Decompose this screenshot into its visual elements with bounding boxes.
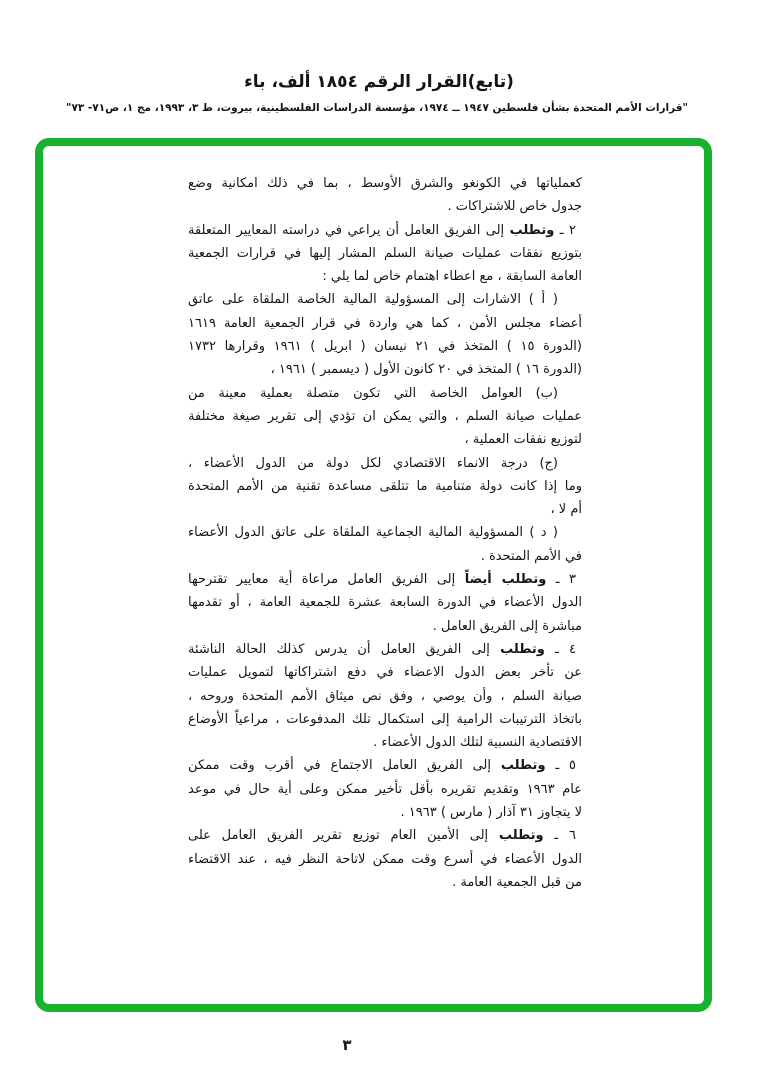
paragraph <box>188 638 582 754</box>
text-segment: عمليات صيانة السلم ، والتي يمكن ان تؤدي إلى تقرير صيغة مختلفة <box>188 408 582 424</box>
text-line <box>188 312 582 335</box>
paragraph <box>188 521 582 568</box>
bold-text-segment: وتطلب <box>498 828 544 844</box>
text-line <box>188 288 582 311</box>
highlight-frame <box>35 138 712 1012</box>
text-line <box>188 265 582 288</box>
text-segment: باتخاذ الترتيبات الرامية إلى استكمال تلك المدفوعات ، مراعياً الأوضاع <box>188 711 582 727</box>
text-segment: (ج) درجة الانماء الاقتصادي لكل دولة من الدول الأعضاء ، <box>188 455 558 471</box>
text-segment: الدول الأعضاء في الدورة السابعة عشرة للجمعية العامة ، أو تقدمها <box>188 595 582 611</box>
text-segment: صيانة السلم ، وأن يوصي ، وفق نص ميثاق الأمم المتحدة وروحه ، <box>188 688 582 704</box>
page-number: ٣ <box>342 1036 352 1054</box>
text-line <box>188 824 582 847</box>
text-segment: بتوزيع نفقات عمليات صيانة السلم المشار إليها في قرارات الجمعية <box>188 245 582 261</box>
text-line <box>188 848 582 871</box>
text-segment: لا يتجاوز ٣١ آذار ( مارس ) ١٩٦٣ . <box>400 805 582 821</box>
text-line <box>188 219 582 242</box>
bold-text-segment: وتطلب أيضاً <box>464 572 547 588</box>
text-segment: ٥ ـ <box>545 758 576 774</box>
text-segment: ٣ ـ <box>546 572 576 588</box>
text-segment: كعملياتها في الكونغو والشرق الأوسط ، بما في ذلك امكانية وضع <box>188 176 582 191</box>
text-line <box>188 638 582 661</box>
text-line <box>188 801 582 824</box>
text-line <box>188 568 582 591</box>
text-segment: إلى الفريق العامل الاجتماع في أقرب وقت ممكن <box>188 758 501 774</box>
text-segment: وما إذا كانت دولة متنامية ما تتلقى مساعدة تقنية من الأمم المتحدة <box>188 478 582 494</box>
text-line <box>188 452 582 475</box>
text-segment: مباشرة إلى الفريق العامل . <box>432 618 582 634</box>
text-segment: إلى الفريق العامل أن يدرس كذلك الحالة الناشئة <box>188 641 501 657</box>
text-segment: أم لا ، <box>550 502 582 518</box>
text-segment: إلى الفريق العامل مراعاة أية معايير تقترحها <box>188 572 465 588</box>
text-segment: الدول الأعضاء في أسرع وقت ممكن لاتاحة النظر فيه ، عند الاقتضاء <box>188 851 582 867</box>
text-line <box>188 615 582 638</box>
text-line <box>188 358 582 381</box>
text-segment: عام ١٩٦٣ وتقديم تقريره بأقل تأخير ممكن وعلى أية حال في موعد <box>188 781 583 797</box>
text-segment: (ب) العوامل الخاصة التي تكون متصلة بعملية معينة من <box>188 385 558 401</box>
text-segment: عن تأخر بعض الدول الاعضاء في دفع اشتراكاتها لتمويل عمليات <box>188 665 582 681</box>
text-line <box>188 545 582 568</box>
text-segment: إلى الأمين العام توزيع تقرير الفريق العامل على <box>188 828 499 844</box>
text-line <box>188 685 582 708</box>
paragraph <box>188 824 582 894</box>
text-segment: في الأمم المتحدة . <box>480 548 582 564</box>
text-line <box>188 731 582 754</box>
text-segment: أعضاء مجلس الأمن ، كما هي واردة في قرار الجمعية العامة ١٦١٩ <box>188 315 582 331</box>
paragraph <box>188 288 582 381</box>
text-line <box>188 871 582 894</box>
page-title: (تابع)القرار الرقم ١٨٥٤ ألف، باء <box>244 72 514 92</box>
text-line <box>188 428 582 451</box>
text-segment: ٦ ـ <box>543 828 576 844</box>
text-line <box>188 591 582 614</box>
text-line <box>188 475 582 498</box>
bold-text-segment: وتطلب <box>500 641 545 657</box>
text-segment: ٢ ـ <box>554 222 576 238</box>
text-line <box>188 661 582 684</box>
paragraph <box>188 172 582 219</box>
paragraph <box>188 382 582 452</box>
paragraph <box>188 452 582 522</box>
text-line <box>188 405 582 428</box>
text-line <box>188 172 582 195</box>
text-line <box>188 242 582 265</box>
text-line <box>188 335 582 358</box>
text-line <box>188 382 582 405</box>
text-line <box>188 498 582 521</box>
bold-text-segment: وتطلب <box>509 222 555 238</box>
text-segment: من قبل الجمعية العامة . <box>452 874 582 890</box>
paragraph <box>188 754 582 824</box>
text-segment: الاقتصادية النسبية لتلك الدول الأعضاء . <box>373 735 582 751</box>
source-citation: "قرارات الأمم المتحدة بشأن فلسطين ١٩٤٧ ــ ١٩٧٤، مؤسسة الدراسات الفلسطينية، بيروت، ط ٣، ١٩٩٣، مج ١، ص٧١- ٧٣" <box>65 102 689 114</box>
text-line <box>188 708 582 731</box>
paragraph <box>188 568 582 638</box>
text-line <box>188 195 582 218</box>
text-segment: جدول خاص للاشتراكات . <box>447 199 582 215</box>
text-segment: العامة السابقة ، مع اعطاء اهتمام خاص لما يلي : <box>322 269 582 285</box>
document-text <box>188 172 582 894</box>
text-segment: ( أ ) الاشارات إلى المسؤولية المالية الخاصة الملقاة على عاتق <box>188 292 558 308</box>
paragraph <box>188 219 582 289</box>
text-segment: إلى الفريق العامل أن يراعي في دراسته المعايير المتعلقة <box>188 222 510 238</box>
text-line <box>188 754 582 777</box>
text-segment: لتوزيع نفقات العملية ، <box>464 432 582 448</box>
text-line <box>188 778 582 801</box>
text-segment: (الدورة ١٦ ) المتخذ في ٢٠ كانون الأول ( ديسمبر ) ١٩٦١ ، <box>270 362 582 378</box>
text-segment: ٤ ـ <box>544 641 577 657</box>
text-segment: ( د ) المسؤولية المالية الجماعية الملقاة على عاتق الدول الأعضاء <box>188 525 558 541</box>
text-line <box>188 521 582 544</box>
bold-text-segment: وتطلب <box>500 758 546 774</box>
text-segment: (الدورة ١٥ ) المتخذ في ٢١ نيسان ( ابريل ) ١٩٦١ وقرارها ١٧٣٢ <box>188 339 582 355</box>
